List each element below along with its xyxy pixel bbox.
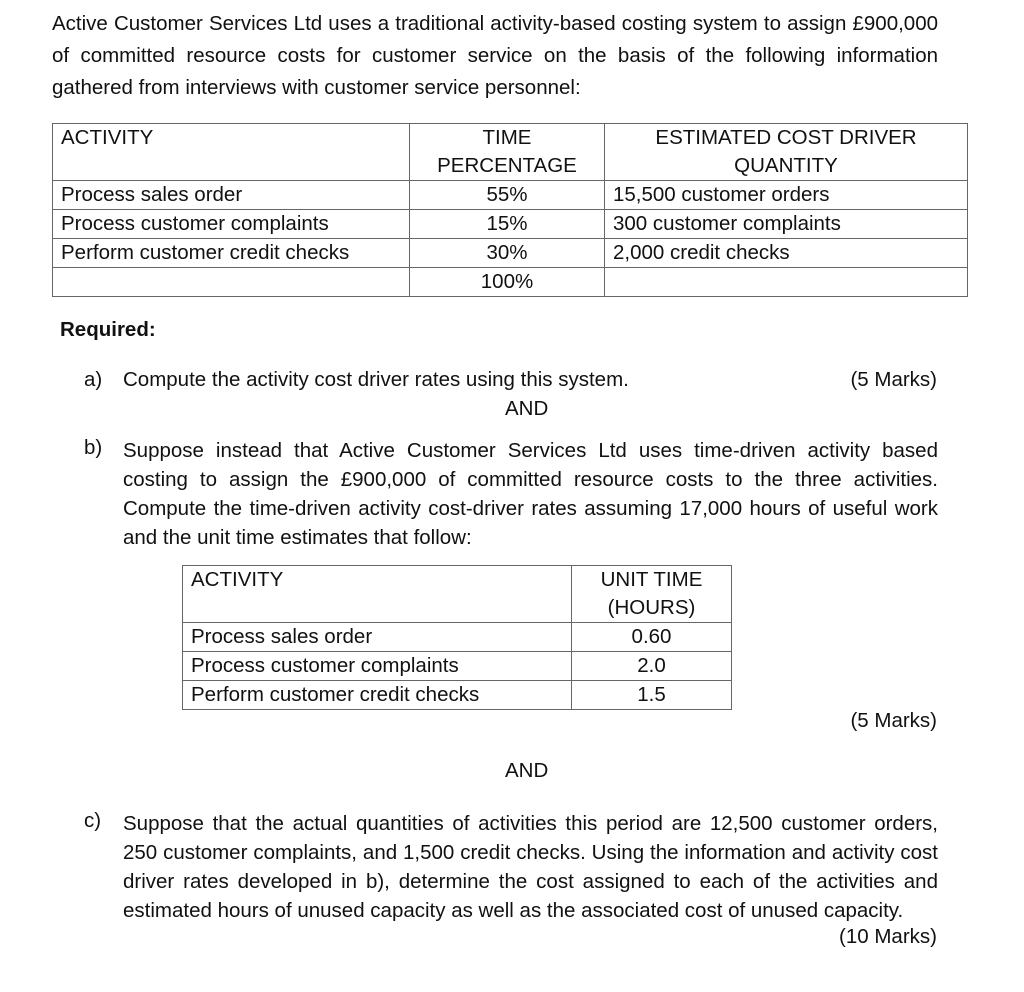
table-row xyxy=(53,181,968,210)
cell: 2,000 credit checks xyxy=(605,239,968,268)
question-a-text: Compute the activity cost driver rates using this system. xyxy=(123,368,629,391)
cell: Perform customer credit checks xyxy=(53,239,410,268)
required-heading: Required: xyxy=(60,318,156,341)
activity-time-table xyxy=(52,123,968,297)
header-cell: ESTIMATED COST DRIVER QUANTITY xyxy=(605,124,968,181)
intro-paragraph: Active Customer Services Ltd uses a traditional activity-based costing system to assign £900,000 of committed resource costs for customer service on the basis of the following information gathered from interviews with customer service personnel: xyxy=(52,12,938,99)
unit-time-table xyxy=(182,565,732,710)
cell: Process customer complaints xyxy=(53,210,410,239)
question-c-label: c) xyxy=(84,809,102,832)
question-b-label: b) xyxy=(84,436,103,459)
table-total-row xyxy=(53,268,968,297)
cell: Process sales order xyxy=(183,623,572,652)
table-row xyxy=(53,239,968,268)
cell: 1.5 xyxy=(572,681,732,710)
question-a-marks: (5 Marks) xyxy=(850,368,937,391)
question-b-text: Suppose instead that Active Customer Services Ltd uses time-driven activity based costing to assign the £900,000 of committed resource costs to the three activities. Compute the time-driven activity cost-driver rates assuming 17,000 hours of useful work and the unit time estimates that follow: xyxy=(123,439,938,549)
table-header-row xyxy=(183,566,732,623)
cell xyxy=(605,268,968,297)
cell: 100% xyxy=(410,268,605,297)
table-row xyxy=(183,623,732,652)
cell: 30% xyxy=(410,239,605,268)
question-c-text: Suppose that the actual quantities of activities this period are 12,500 customer orders, 250 customer complaints, and 1,500 credit checks. Using the information and activity cost driver rates developed in b), determine the cost assigned to each of the activities and estimated hours of unused capacity as well as the associated cost of unused capacity. xyxy=(123,812,938,922)
header-cell: UNIT TIME (HOURS) xyxy=(572,566,732,623)
cell: 300 customer complaints xyxy=(605,210,968,239)
cell: Perform customer credit checks xyxy=(183,681,572,710)
cell: 0.60 xyxy=(572,623,732,652)
and-separator: AND xyxy=(505,759,549,782)
header-cell: ACTIVITY xyxy=(183,566,572,623)
table-row xyxy=(183,652,732,681)
question-c-marks: (10 Marks) xyxy=(833,925,937,949)
cell: 55% xyxy=(410,181,605,210)
cell xyxy=(53,268,410,297)
cell: Process sales order xyxy=(53,181,410,210)
cell: 15,500 customer orders xyxy=(605,181,968,210)
cell: 15% xyxy=(410,210,605,239)
header-cell: ACTIVITY xyxy=(53,124,410,181)
table-row xyxy=(53,210,968,239)
question-a-label: a) xyxy=(84,368,103,391)
cell: Process customer complaints xyxy=(183,652,572,681)
table-row xyxy=(183,681,732,710)
header-cell: TIME PERCENTAGE xyxy=(410,124,605,181)
question-b-marks: (5 Marks) xyxy=(850,709,937,732)
table-header-row xyxy=(53,124,968,181)
cell: 2.0 xyxy=(572,652,732,681)
and-separator: AND xyxy=(505,397,549,420)
